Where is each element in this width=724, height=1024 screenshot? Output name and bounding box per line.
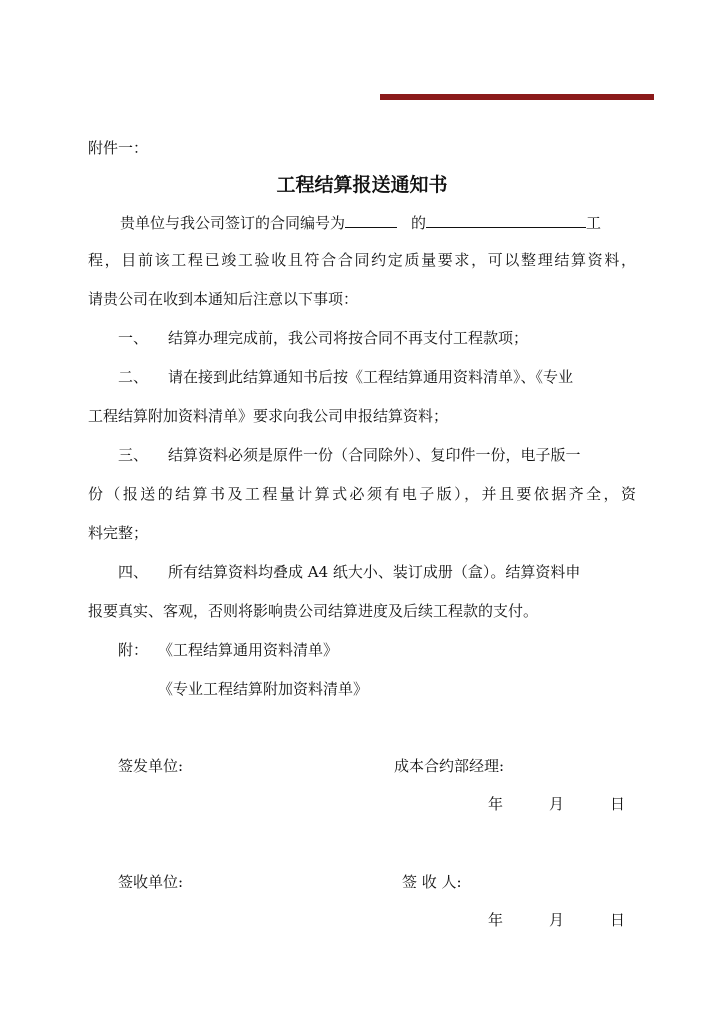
- issue-date-year: 年: [488, 795, 504, 813]
- receive-date-month: 月: [549, 911, 565, 929]
- attachment-item-1: 《工程结算通用资料清单》: [158, 641, 339, 659]
- item-4-number: 四、: [118, 563, 149, 581]
- intro-text-2: 的: [411, 214, 427, 232]
- item-3-line-2: 份（报送的结算书及工程量计算式必须有电子版），并且要依据齐全，资: [88, 485, 636, 503]
- intro-line-1: [88, 211, 636, 233]
- intro-line-3: 请贵公司在收到本通知后注意以下事项：: [88, 290, 359, 308]
- item-1: [118, 328, 528, 348]
- issuer-label: 签发单位:: [118, 757, 184, 775]
- contract-number-blank: [345, 211, 397, 228]
- item-2-number: 二、: [118, 368, 149, 386]
- item-3: [118, 445, 581, 465]
- item-4-line-2: 报要真实、客观，否则将影响贵公司结算进度及后续工程款的支付。: [88, 602, 539, 620]
- issue-date-day: 日: [610, 795, 626, 813]
- attachment-label: 附件一：: [88, 139, 149, 157]
- item-3-number: 三、: [118, 446, 149, 464]
- manager-label: 成本合约部经理:: [394, 757, 505, 775]
- item-4: [118, 562, 580, 582]
- item-1-number: 一、: [118, 329, 149, 347]
- item-3-line-3: 料完整；: [88, 524, 149, 542]
- item-2-line-1: 请在接到此结算通知书后按《工程结算通用资料清单》、《专业: [168, 368, 574, 386]
- item-2: [118, 367, 573, 387]
- project-name-blank: [426, 211, 586, 228]
- receive-date: [488, 910, 625, 930]
- issue-date-month: 月: [549, 795, 565, 813]
- attachments-line-1: [118, 640, 338, 660]
- item-1-line-1: 结算办理完成前，我公司将按合同不再支付工程款项；: [168, 329, 529, 347]
- intro-line-2: 程，目前该工程已竣工验收且符合合同约定质量要求，可以整理结算资料，: [88, 251, 636, 269]
- item-3-line-1: 结算资料必须是原件一份（合同除外）、复印件一份，电子版一: [168, 446, 581, 464]
- document-title: 工程结算报送通知书: [276, 174, 448, 196]
- intro-text-1: 贵单位与我公司签订的合同编号为: [120, 214, 346, 232]
- receive-date-day: 日: [610, 911, 626, 929]
- signer-label: 签 收 人:: [402, 873, 462, 891]
- issue-date: [488, 794, 625, 814]
- receive-date-year: 年: [488, 911, 504, 929]
- attachment-item-2: 《专业工程结算附加资料清单》: [158, 680, 369, 698]
- receiver-label: 签收单位:: [118, 873, 184, 891]
- item-2-line-2: 工程结算附加资料清单》要求向我公司申报结算资料；: [88, 407, 449, 425]
- item-4-line-1: 所有结算资料均叠成 A4 纸大小、装订成册（盒）。结算资料申: [168, 563, 581, 581]
- attachments-label: 附：: [118, 641, 149, 659]
- header-accent-bar: [380, 94, 654, 100]
- intro-text-3: 工: [586, 214, 602, 232]
